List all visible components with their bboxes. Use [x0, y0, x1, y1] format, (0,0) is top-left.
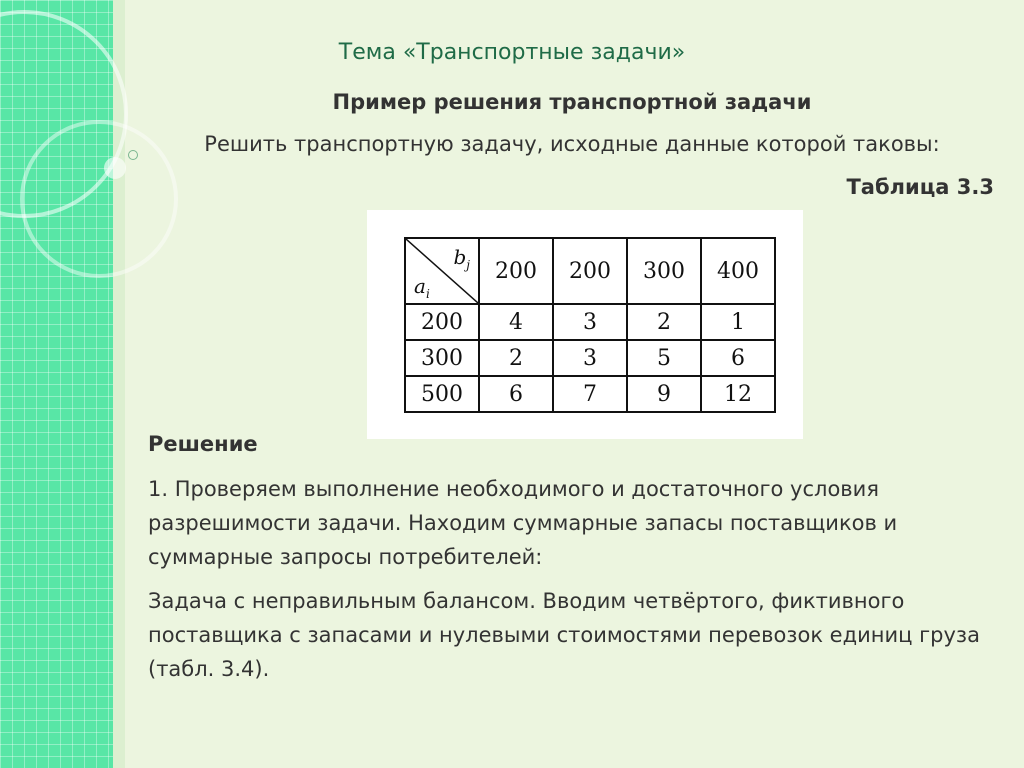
solution-paragraph-1: 1. Проверяем выполнение необходимого и достаточного условия разрешимости задачи. Находим суммарные запасы поставщиков и суммарные запросы потребителей:	[148, 477, 898, 569]
cost-cell: 12	[701, 376, 775, 412]
transport-table	[404, 237, 776, 413]
corner-cell	[405, 238, 479, 304]
demand-cell: 300	[627, 238, 701, 304]
solution-heading: Решение	[148, 432, 258, 456]
table-image	[367, 210, 803, 439]
demand-cell: 400	[701, 238, 775, 304]
cost-cell: 3	[553, 340, 627, 376]
cost-cell: 4	[479, 304, 553, 340]
slide-title: Тема «Транспортные задачи»	[338, 40, 686, 65]
cost-cell: 6	[701, 340, 775, 376]
decorative-dot	[104, 157, 126, 179]
supply-cell: 500	[405, 376, 479, 412]
demand-cell: 200	[479, 238, 553, 304]
cost-cell: 2	[479, 340, 553, 376]
cost-cell: 9	[627, 376, 701, 412]
table-caption: Таблица 3.3	[846, 175, 994, 199]
cost-cell: 3	[553, 304, 627, 340]
cost-cell: 6	[479, 376, 553, 412]
table-row	[405, 376, 775, 412]
table-row	[405, 340, 775, 376]
supply-label: $a_i$	[414, 274, 430, 301]
supply-cell: 200	[405, 304, 479, 340]
demand-label: $b_j$	[453, 245, 470, 272]
cost-cell: 2	[627, 304, 701, 340]
slide-subtitle: Пример решения транспортной задачи	[332, 90, 812, 114]
cost-cell: 7	[553, 376, 627, 412]
cost-cell: 5	[627, 340, 701, 376]
table-row	[405, 304, 775, 340]
demand-cell: 200	[553, 238, 627, 304]
task-statement: Решить транспортную задачу, исходные данные которой таковы:	[204, 132, 940, 156]
cost-cell: 1	[701, 304, 775, 340]
solution-paragraph-2: Задача с неправильным балансом. Вводим четвёртого, фиктивного поставщика с запасами и нулевыми стоимостями перевозок единиц груза (табл. 3.4).	[148, 589, 980, 681]
supply-cell: 300	[405, 340, 479, 376]
